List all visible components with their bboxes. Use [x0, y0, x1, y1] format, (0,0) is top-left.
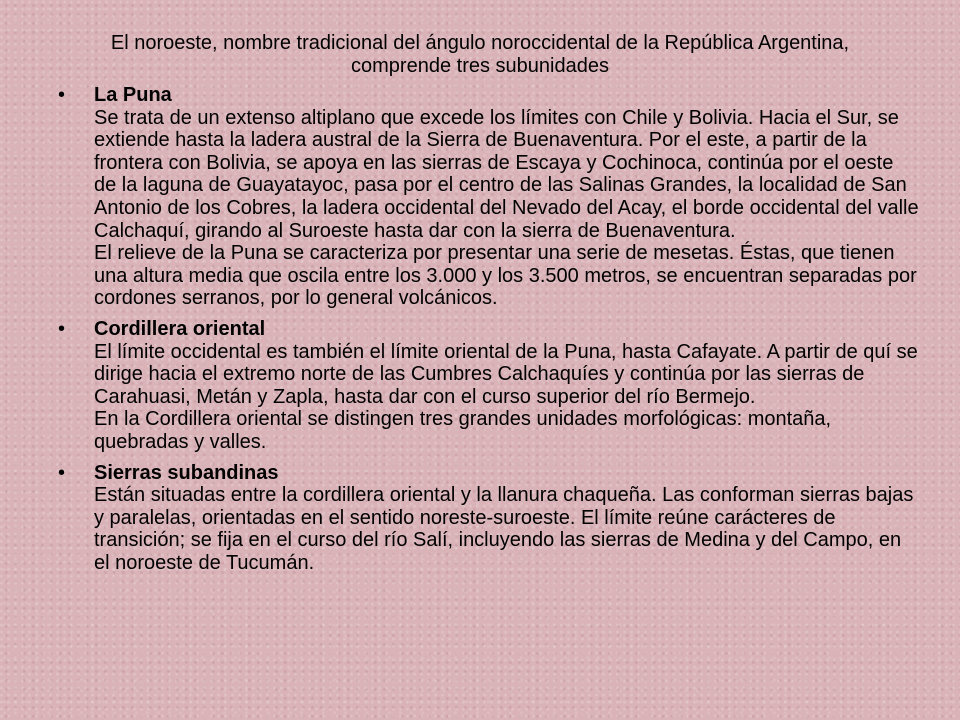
section-paragraph: Se trata de un extenso altiplano que excede los límites con Chile y Bolivia. Hacia el Sur, se extiende hasta la ladera austral de la Sierra de Buenaventura. Por el este, a partir de la frontera con Bolivia, se apoya en las sierras de Escaya y Cochinoca, continúa por el oeste de la laguna de Guayatayoc, pasa por el centro de las Salinas Grandes, la localidad de San Antonio de los Cobres, la ladera occidental del Nevado del Acay, el borde occidental del valle Calchaquí, girando al Suroeste hasta dar con la sierra de Buenaventura.: [94, 106, 919, 242]
section-paragraph: En la Cordillera oriental se distingen tres grandes unidades morfológicas: montaña, quebradas y valles.: [94, 408, 832, 453]
intro-text: El noroeste, nombre tradicional del ángulo noroccidental de la República Argentina, comprende tres subunidades: [110, 32, 850, 77]
bullet-icon: •: [58, 84, 66, 106]
bullet-icon: •: [58, 461, 66, 484]
section-paragraph: El relieve de la Puna se caracteriza por presentar una serie de mesetas. Éstas, que tienen una altura media que oscila entre los 3.000 y los 3.500 metros, se encuentran separadas por cordones serranos, por lo general volcánicos.: [94, 242, 917, 310]
list-item-sierras-subandinas: [0, 462, 960, 575]
section-paragraph: El límite occidental es también el límite oriental de la Puna, hasta Cafayate. A partir de quí se dirige hacia el extremo norte de las Cumbres Calchaquíes y continúa por las sierras de Carahuasi, Metán y Zapla, hasta dar con el curso superior del río Bermejo.: [94, 340, 918, 408]
section-title: Cordillera oriental: [94, 317, 266, 340]
subunit-list: [0, 84, 960, 582]
section-title: La Puna: [94, 84, 172, 106]
list-item-la-puna: [0, 84, 960, 310]
section-paragraph: Están situadas entre la cordillera oriental y la llanura chaqueña. Las conforman sierras bajas y paralelas, orientadas en el sentido noreste-suroeste. El límite reúne carácteres de transición; se fija en el curso del río Salí, incluyendo las sierras de Medina y del Campo, en el noroeste de Tucumán.: [94, 484, 914, 574]
list-item-cordillera-oriental: [0, 318, 960, 454]
section-title: Sierras subandinas: [94, 461, 279, 484]
bullet-icon: •: [58, 317, 66, 340]
